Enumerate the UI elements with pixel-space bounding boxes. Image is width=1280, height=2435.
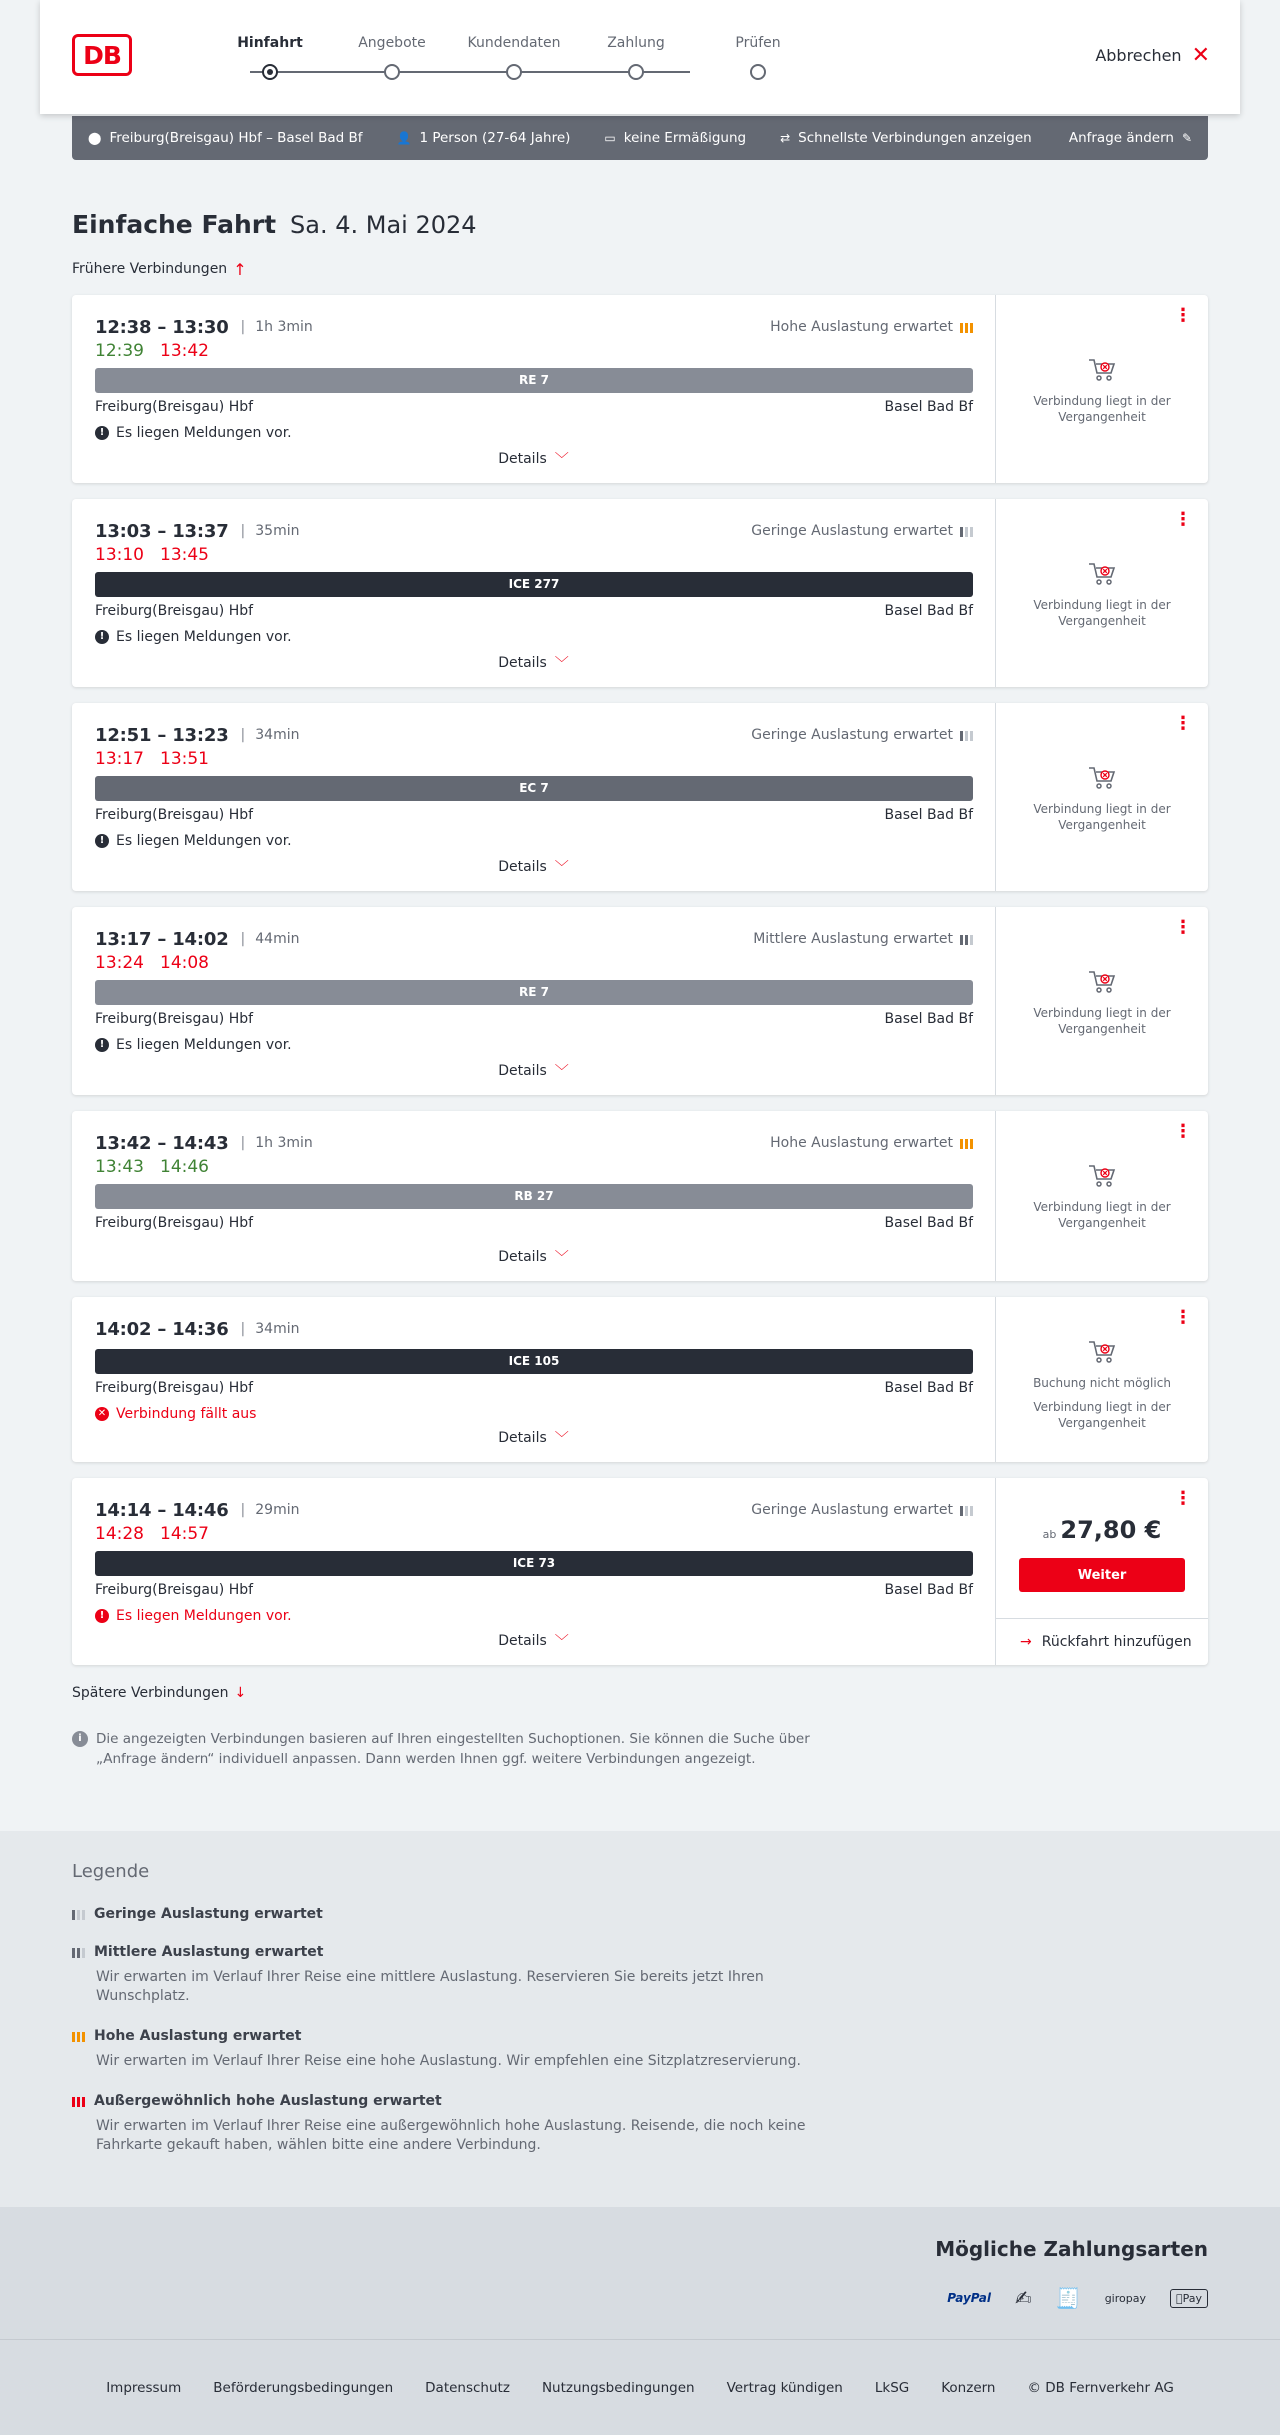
destination-station: Basel Bad Bf xyxy=(884,1011,973,1027)
unavailable-text: Verbindung liegt in der Vergangenheit xyxy=(1033,394,1171,424)
details-toggle[interactable] xyxy=(72,1061,995,1081)
duration: 1h 3min xyxy=(255,1135,313,1151)
chevron-down-icon: ﹀ xyxy=(554,656,569,672)
planned-times: 13:17 – 14:02 xyxy=(95,928,229,950)
bahncard-icon: ▭ xyxy=(604,131,616,145)
cancel-button[interactable] xyxy=(1095,42,1210,68)
connection-card[interactable] xyxy=(72,907,1208,1095)
planned-times: 13:03 – 13:37 xyxy=(95,520,229,542)
occupancy-medium-icon xyxy=(960,933,973,945)
price-value: 27,80 € xyxy=(1060,1516,1162,1544)
stations-row xyxy=(95,1582,973,1601)
cancel-circle-icon: ✕ xyxy=(95,1407,109,1421)
earlier-connections-link[interactable] xyxy=(72,259,1208,279)
occupancy-indicator xyxy=(751,727,973,743)
booking-panel xyxy=(995,907,1208,1095)
divider: | xyxy=(240,319,246,335)
realtime-departure: 13:24 xyxy=(95,953,144,973)
legend-item xyxy=(72,1944,1208,2006)
connection-card[interactable] xyxy=(72,1111,1208,1281)
stepper-line xyxy=(250,71,690,73)
details-label: Details xyxy=(498,1063,547,1079)
legend-item-label: Hohe Auslastung erwartet xyxy=(94,2028,302,2044)
message-text: Es liegen Meldungen vor. xyxy=(116,1036,292,1053)
occupancy-high-icon xyxy=(960,1137,973,1149)
booking-panel xyxy=(995,499,1208,687)
route-text: Freiburg(Breisgau) Hbf – Basel Bad Bf xyxy=(109,130,363,146)
realtime-departure: 12:39 xyxy=(95,341,144,361)
direct-debit-icon: ✍ xyxy=(1015,2286,1032,2310)
footer xyxy=(0,2339,1280,2435)
occupancy-low-icon xyxy=(960,729,973,741)
destination-station: Basel Bad Bf xyxy=(884,1380,973,1396)
service-message[interactable] xyxy=(95,1606,973,1625)
realtime-times xyxy=(95,1522,973,1546)
alert-circle-icon: ! xyxy=(95,630,109,644)
connection-times-row xyxy=(95,1131,973,1155)
occupancy-indicator xyxy=(751,523,973,539)
occupancy-label: Geringe Auslastung erwartet xyxy=(751,727,953,743)
details-label: Details xyxy=(498,859,547,875)
paypal-icon: PayPal xyxy=(947,2291,992,2305)
unavailable-text: Verbindung liegt in der Vergangenheit xyxy=(1033,598,1171,628)
cart-unavailable-icon xyxy=(1087,1163,1117,1189)
occupancy-indicator xyxy=(770,319,973,335)
message-text: Es liegen Meldungen vor. xyxy=(116,832,292,849)
connection-details xyxy=(72,907,995,1095)
passenger-summary xyxy=(397,130,571,146)
planned-times: 12:38 – 13:30 xyxy=(95,316,229,338)
duration: 1h 3min xyxy=(255,319,313,335)
realtime-times xyxy=(95,1155,973,1179)
stations-row xyxy=(95,603,973,622)
more-options-icon[interactable]: ⋮ xyxy=(1174,509,1192,530)
chevron-down-icon: ﹀ xyxy=(554,1250,569,1266)
planned-times: 14:02 – 14:36 xyxy=(95,1318,229,1340)
realtime-arrival: 13:51 xyxy=(160,749,209,769)
chevron-down-icon: ﹀ xyxy=(554,452,569,468)
origin-station: Freiburg(Breisgau) Hbf xyxy=(95,1582,254,1598)
cart-unavailable-icon xyxy=(1087,357,1117,383)
change-request-button[interactable] xyxy=(1069,130,1192,146)
legend-item-title xyxy=(72,2028,1208,2044)
continue-button[interactable]: Weiter xyxy=(1019,1558,1185,1592)
legend-item-label: Mittlere Auslastung erwartet xyxy=(94,1944,324,1960)
step-dot xyxy=(384,64,400,80)
realtime-departure: 13:17 xyxy=(95,749,144,769)
message-text: Es liegen Meldungen vor. xyxy=(116,628,292,645)
legend-item-title xyxy=(72,1906,1208,1922)
step-label: Angebote xyxy=(358,35,426,51)
cart-unavailable-icon xyxy=(1087,969,1117,995)
occupancy-label: Hohe Auslastung erwartet xyxy=(770,319,953,335)
price xyxy=(996,1516,1208,1544)
add-return-trip-link[interactable] xyxy=(996,1618,1208,1665)
more-options-icon[interactable]: ⋮ xyxy=(1174,713,1192,734)
planned-times: 13:42 – 14:43 xyxy=(95,1132,229,1154)
realtime-departure: 14:28 xyxy=(95,1524,144,1544)
occupancy-label: Hohe Auslastung erwartet xyxy=(770,1135,953,1151)
unavailable-text: Verbindung liegt in der Vergangenheit xyxy=(1033,1006,1171,1036)
origin-station: Freiburg(Breisgau) Hbf xyxy=(95,1380,254,1396)
details-toggle[interactable] xyxy=(72,1247,995,1267)
service-message[interactable] xyxy=(95,423,973,442)
origin-station: Freiburg(Breisgau) Hbf xyxy=(95,603,254,619)
destination-station: Basel Bad Bf xyxy=(884,1215,973,1231)
apple-pay-icon xyxy=(1170,2289,1208,2308)
connection-times-row xyxy=(95,519,973,543)
arrow-right-icon: → xyxy=(1020,1634,1032,1650)
train-bar[interactable]: ICE 277 xyxy=(95,572,973,597)
realtime-times xyxy=(95,543,973,567)
occupancy-label: Mittlere Auslastung erwartet xyxy=(753,931,953,947)
giropay-icon: giropay xyxy=(1104,2291,1146,2305)
planned-times: 14:14 – 14:46 xyxy=(95,1499,229,1521)
legend-item-label: Außergewöhnlich hohe Auslastung erwartet xyxy=(94,2093,442,2109)
step-label: Hinfahrt xyxy=(237,35,303,51)
connection-details xyxy=(72,1297,995,1462)
step-dot xyxy=(750,64,766,80)
legend-item xyxy=(72,1906,1208,1922)
divider: | xyxy=(240,1321,246,1337)
more-options-icon[interactable]: ⋮ xyxy=(1174,1307,1192,1328)
location-pin-icon: ⬤ xyxy=(88,131,102,145)
realtime-arrival: 13:42 xyxy=(160,341,209,361)
step-kundendaten xyxy=(454,34,574,56)
connection-times-row xyxy=(95,1317,973,1341)
connection-list xyxy=(72,295,1208,1665)
alert-circle-icon: ! xyxy=(95,834,109,848)
connection-times-row xyxy=(95,315,973,339)
occupancy-indicator xyxy=(753,931,973,947)
step-hinfahrt[interactable] xyxy=(210,34,330,56)
more-options-icon[interactable]: ⋮ xyxy=(1174,1121,1192,1142)
divider: | xyxy=(240,1502,246,1518)
unavailable-notice xyxy=(996,357,1208,425)
service-message[interactable] xyxy=(95,627,973,646)
connection-card[interactable] xyxy=(72,703,1208,891)
discount-text: keine Ermäßigung xyxy=(623,130,747,146)
footer-link-impressum[interactable]: Impressum xyxy=(106,2379,182,2396)
legend-item xyxy=(72,2028,1208,2071)
footer-copyright: © DB Fernverkehr AG xyxy=(1027,2379,1174,2396)
chevron-down-icon: ﹀ xyxy=(554,1634,569,1650)
legend-item-label: Geringe Auslastung erwartet xyxy=(94,1906,323,1922)
payment-methods xyxy=(72,2281,1208,2315)
footer-link-befoerderungsbedingungen[interactable]: Beförderungsbedingungen xyxy=(213,2379,394,2396)
later-connections-label: Spätere Verbindungen xyxy=(72,1685,229,1701)
destination-station: Basel Bad Bf xyxy=(884,603,973,619)
stations-row xyxy=(95,1380,973,1399)
realtime-times xyxy=(95,747,973,771)
earlier-connections-label: Frühere Verbindungen xyxy=(72,261,228,277)
unavailable-notice xyxy=(996,969,1208,1037)
occupancy-low-icon xyxy=(72,1908,85,1920)
payment-title: Mögliche Zahlungsarten xyxy=(935,2237,1208,2261)
connection-details xyxy=(72,1111,995,1281)
details-toggle[interactable] xyxy=(72,653,995,673)
realtime-times xyxy=(95,339,973,363)
footer-link-nutzungsbedingungen[interactable]: Nutzungsbedingungen xyxy=(541,2379,695,2396)
unavailable-text: Verbindung liegt in der Vergangenheit xyxy=(1033,1400,1171,1430)
db-logo[interactable]: DB xyxy=(72,34,132,76)
unavailable-notice xyxy=(996,1339,1208,1431)
cart-unavailable-icon xyxy=(1087,561,1117,587)
cancel-label: Abbrechen xyxy=(1095,46,1182,65)
alert-circle-icon: ! xyxy=(95,1609,109,1623)
apple-pay-label: Pay xyxy=(1182,2291,1202,2305)
add-return-trip-label: Rückfahrt hinzufügen xyxy=(1041,1634,1192,1650)
realtime-times xyxy=(95,951,973,975)
info-note xyxy=(72,1729,832,1769)
footer-link-datenschutz[interactable]: Datenschutz xyxy=(425,2379,510,2396)
stations-row xyxy=(95,1011,973,1030)
unavailable-text: Verbindung liegt in der Vergangenheit xyxy=(1033,802,1171,832)
step-label: Zahlung xyxy=(607,35,665,51)
details-toggle[interactable] xyxy=(72,857,995,877)
divider: | xyxy=(240,523,246,539)
chevron-down-icon: ﹀ xyxy=(554,860,569,876)
unavailable-notice xyxy=(996,561,1208,629)
info-text: Die angezeigten Verbindungen basieren auf Ihren eingestellten Suchoptionen. Sie können die Suche über „Anfrage ändern“ individuell anpassen. Dann werden Ihnen ggf. weitere Verbindungen angezeigt. xyxy=(96,1731,810,1767)
connection-card[interactable] xyxy=(72,295,1208,483)
footer-link-konzern[interactable]: Konzern xyxy=(941,2379,996,2396)
later-connections-link[interactable] xyxy=(72,1685,1208,1701)
step-pruefen xyxy=(698,34,818,56)
details-label: Details xyxy=(498,655,547,671)
unavailable-text: Buchung nicht möglich xyxy=(1033,1376,1171,1390)
stations-row xyxy=(95,1215,973,1234)
details-toggle[interactable] xyxy=(72,1631,995,1651)
option-summary xyxy=(780,130,1032,146)
more-options-icon[interactable]: ⋮ xyxy=(1174,1488,1192,1509)
arrow-down-icon: ↓ xyxy=(234,1685,247,1701)
price-prefix: ab xyxy=(1042,1528,1057,1541)
details-label: Details xyxy=(498,1249,547,1265)
train-bar[interactable]: RE 7 xyxy=(95,980,973,1005)
connection-card[interactable] xyxy=(72,1478,1208,1665)
more-options-icon[interactable]: ⋮ xyxy=(1174,305,1192,326)
booking-panel xyxy=(995,1478,1208,1665)
connection-times-row xyxy=(95,1498,973,1522)
payment-section xyxy=(0,2207,1280,2339)
cart-unavailable-icon xyxy=(1087,1339,1117,1365)
arrow-up-icon: ↑ xyxy=(233,259,247,279)
divider: | xyxy=(240,727,246,743)
message-text: Es liegen Meldungen vor. xyxy=(116,424,292,441)
occupancy-low-icon xyxy=(960,525,973,537)
occupancy-low-icon xyxy=(960,1504,973,1516)
legend-item-title xyxy=(72,1944,1208,1960)
travel-date: Sa. 4. Mai 2024 xyxy=(290,211,477,239)
step-label: Prüfen xyxy=(735,35,781,51)
connection-card[interactable] xyxy=(72,499,1208,687)
sepa-icon: 🧾 xyxy=(1055,2286,1081,2310)
step-dot xyxy=(628,64,644,80)
service-message[interactable] xyxy=(95,831,973,850)
step-dot xyxy=(506,64,522,80)
duration: 34min xyxy=(255,727,300,743)
unavailable-text: Verbindung liegt in der Vergangenheit xyxy=(1033,1200,1171,1230)
connection-details xyxy=(72,703,995,891)
realtime-departure: 13:43 xyxy=(95,1157,144,1177)
cart-unavailable-icon xyxy=(1087,765,1117,791)
step-zahlung xyxy=(576,34,696,56)
discount-summary xyxy=(604,130,746,146)
origin-station: Freiburg(Breisgau) Hbf xyxy=(95,1215,254,1231)
occupancy-high-icon xyxy=(72,2030,85,2042)
occupancy-high-icon xyxy=(960,321,973,333)
connection-details xyxy=(72,1478,995,1665)
connection-details xyxy=(72,295,995,483)
legend-item-title xyxy=(72,2093,1208,2109)
stations-row xyxy=(95,399,973,418)
train-bar[interactable]: ICE 105 xyxy=(95,1349,973,1374)
occupancy-label: Geringe Auslastung erwartet xyxy=(751,523,953,539)
details-label: Details xyxy=(498,1633,547,1649)
details-label: Details xyxy=(498,1430,547,1446)
info-icon: i xyxy=(72,1731,88,1747)
details-label: Details xyxy=(498,451,547,467)
booking-panel xyxy=(995,295,1208,483)
step-label: Kundendaten xyxy=(467,35,561,51)
occupancy-label: Geringe Auslastung erwartet xyxy=(751,1502,953,1518)
occupancy-indicator xyxy=(751,1502,973,1518)
legend-item-description: Wir erwarten im Verlauf Ihrer Reise eine mittlere Auslastung. Reservieren Sie bereits jetzt Ihren Wunschplatz. xyxy=(96,1969,764,2004)
route-summary xyxy=(88,130,363,146)
close-icon: ✕ xyxy=(1191,42,1210,68)
details-toggle[interactable] xyxy=(72,1428,995,1448)
realtime-arrival: 14:57 xyxy=(160,1524,209,1544)
person-icon: 👤 xyxy=(396,131,412,145)
legend-item xyxy=(72,2093,1208,2155)
message-text: Es liegen Meldungen vor. xyxy=(116,1607,292,1624)
connection-details xyxy=(72,499,995,687)
realtime-arrival: 13:45 xyxy=(160,545,209,565)
divider: | xyxy=(240,931,246,947)
train-bar[interactable]: RB 27 xyxy=(95,1184,973,1209)
cancellation-notice xyxy=(95,1404,973,1423)
search-summary-bar xyxy=(72,116,1208,160)
footer-link-vertrag-kuendigen[interactable]: Vertrag kündigen xyxy=(726,2379,843,2396)
duration: 29min xyxy=(255,1502,300,1518)
alert-circle-icon: ! xyxy=(95,426,109,440)
main-content xyxy=(72,210,1208,1769)
legend-item-description: Wir erwarten im Verlauf Ihrer Reise eine hohe Auslastung. Wir empfehlen eine Sitzplatzreservierung. xyxy=(96,2053,801,2069)
connection-card[interactable] xyxy=(72,1297,1208,1462)
chevron-down-icon: ﹀ xyxy=(554,1431,569,1447)
legend-item-description: Wir erwarten im Verlauf Ihrer Reise eine außergewöhnlich hohe Auslastung. Reisende, die noch keine Fahrkarte gekauft haben, wählen bitte eine andere Verbindung. xyxy=(96,2118,806,2153)
train-bar[interactable]: ICE 73 xyxy=(95,1551,973,1576)
divider: | xyxy=(240,1135,246,1151)
origin-station: Freiburg(Breisgau) Hbf xyxy=(95,1011,254,1027)
service-message[interactable] xyxy=(95,1035,973,1054)
train-bar[interactable]: EC 7 xyxy=(95,776,973,801)
trip-type-heading: Einfache Fahrt xyxy=(72,210,277,239)
option-text: Schnellste Verbindungen anzeigen xyxy=(798,130,1032,146)
booking-panel xyxy=(995,1111,1208,1281)
connection-times-row xyxy=(95,927,973,951)
stations-row xyxy=(95,807,973,826)
footer-link-lksg[interactable]: LkSG xyxy=(874,2379,910,2396)
alert-circle-icon: ! xyxy=(95,1038,109,1052)
message-text: Verbindung fällt aus xyxy=(116,1405,257,1422)
passenger-text: 1 Person (27-64 Jahre) xyxy=(419,130,571,146)
step-angebote xyxy=(332,34,452,56)
progress-stepper xyxy=(210,34,781,84)
swap-icon: ⇄ xyxy=(780,131,791,145)
destination-station: Basel Bad Bf xyxy=(884,399,973,415)
more-options-icon[interactable]: ⋮ xyxy=(1174,917,1192,938)
step-dot-active xyxy=(262,64,278,80)
chevron-down-icon: ﹀ xyxy=(554,1064,569,1080)
planned-times: 12:51 – 13:23 xyxy=(95,724,229,746)
origin-station: Freiburg(Breisgau) Hbf xyxy=(95,807,254,823)
destination-station: Basel Bad Bf xyxy=(884,1582,973,1598)
legend-title: Legende xyxy=(72,1861,150,1882)
header xyxy=(40,0,1240,114)
duration: 35min xyxy=(255,523,300,539)
duration: 44min xyxy=(255,931,300,947)
unavailable-notice xyxy=(996,765,1208,833)
legend-list xyxy=(72,1906,1208,2155)
legend-section xyxy=(0,1831,1280,2207)
change-request-label: Anfrage ändern xyxy=(1068,130,1174,146)
occupancy-indicator xyxy=(770,1135,973,1151)
realtime-departure: 13:10 xyxy=(95,545,144,565)
page-title xyxy=(72,210,1208,239)
connection-times-row xyxy=(95,723,973,747)
train-bar[interactable]: RE 7 xyxy=(95,368,973,393)
origin-station: Freiburg(Breisgau) Hbf xyxy=(95,399,254,415)
duration: 34min xyxy=(255,1321,300,1337)
destination-station: Basel Bad Bf xyxy=(884,807,973,823)
unavailable-notice xyxy=(996,1163,1208,1231)
pencil-icon: ✎ xyxy=(1181,131,1192,145)
details-toggle[interactable] xyxy=(72,449,995,469)
booking-panel xyxy=(995,1297,1208,1462)
realtime-arrival: 14:46 xyxy=(160,1157,209,1177)
booking-panel xyxy=(995,703,1208,891)
occupancy-extreme-icon xyxy=(72,2095,85,2107)
realtime-arrival: 14:08 xyxy=(160,953,209,973)
occupancy-medium-icon xyxy=(72,1946,85,1958)
